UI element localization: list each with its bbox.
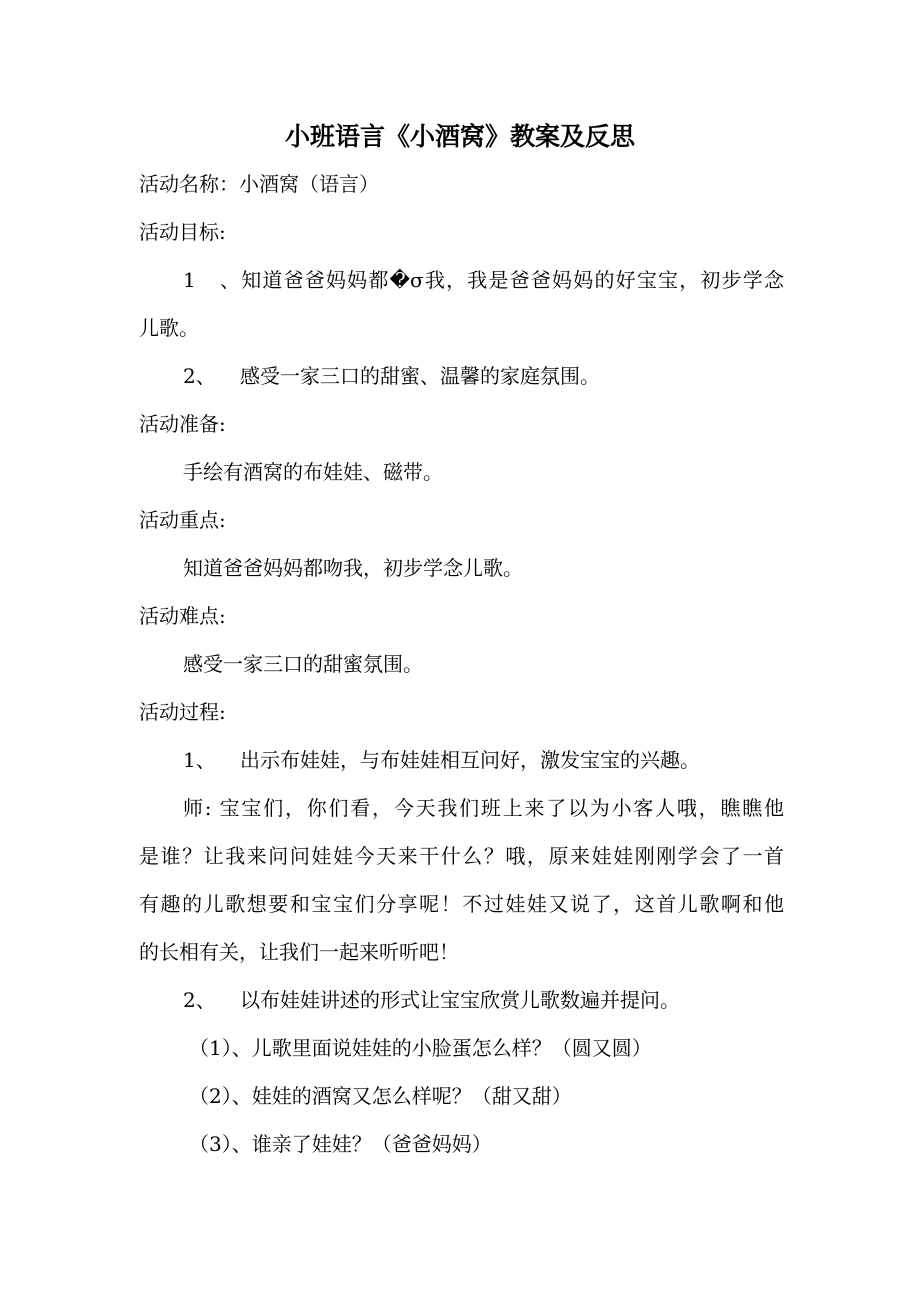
- prep-text: 手绘有酒窝的布娃娃、磁带。: [183, 460, 443, 484]
- key-text: 知道爸爸妈妈都吻我，初步学念儿歌。: [183, 556, 523, 580]
- goal-2-number: 2、: [183, 364, 216, 388]
- goals-heading: 活动目标:: [139, 220, 226, 244]
- question-1: （1）、儿歌里面说娃娃的小脸蛋怎么样？（圆又圆）: [189, 1036, 652, 1060]
- step-1-number: 1、: [183, 748, 216, 772]
- goal-2: [183, 364, 784, 388]
- goal-2-text: 感受一家三口的甜蜜、温馨的家庭氛围。: [240, 364, 600, 388]
- process-heading: 活动过程:: [139, 700, 226, 724]
- question-2: （2）、娃娃的酒窝又怎么样呢？（甜又甜）: [189, 1084, 572, 1108]
- step-1-text: 出示布娃娃，与布娃娃相互问好，激发宝宝的兴趣。: [240, 748, 700, 772]
- teacher-line-2: 是谁？让我来问问娃娃今天来干什么？哦，原来娃娃刚刚学会了一首: [139, 844, 784, 868]
- goal-1-text: 知道爸爸妈妈都�σ我，我是爸爸妈妈的好宝宝，初步学念: [240, 268, 784, 292]
- key-heading: 活动重点:: [139, 508, 226, 532]
- activity-name: 活动名称：小酒窝（语言）: [139, 172, 379, 196]
- prep-heading: 活动准备:: [139, 412, 226, 436]
- step-1: [183, 748, 784, 772]
- question-3: （3）、谁亲了娃娃？（爸爸妈妈）: [189, 1132, 492, 1156]
- teacher-line-1: 师: 宝宝们，你们看，今天我们班上来了以为小客人哦，瞧瞧他: [183, 796, 784, 820]
- teacher-line-3: 有趣的儿歌想要和宝宝们分享呢！不过娃娃又说了，这首儿歌啊和他: [139, 892, 784, 916]
- teacher-line-4: 的长相有关，让我们一起来听听吧！: [139, 940, 459, 964]
- step-2-number: 2、: [183, 988, 216, 1012]
- document-title: 小班语言《小酒窝》教案及反思: [284, 122, 635, 151]
- goal-1-continuation: 儿歌。: [139, 316, 199, 340]
- difficulty-text: 感受一家三口的甜蜜氛围。: [183, 652, 423, 676]
- goal-1-number: 1、: [183, 268, 240, 292]
- difficulty-heading: 活动难点:: [139, 604, 226, 628]
- step-2: [183, 988, 784, 1012]
- step-2-text: 以布娃娃讲述的形式让宝宝欣赏儿歌数遍并提问。: [240, 988, 680, 1012]
- goal-1: [183, 268, 784, 292]
